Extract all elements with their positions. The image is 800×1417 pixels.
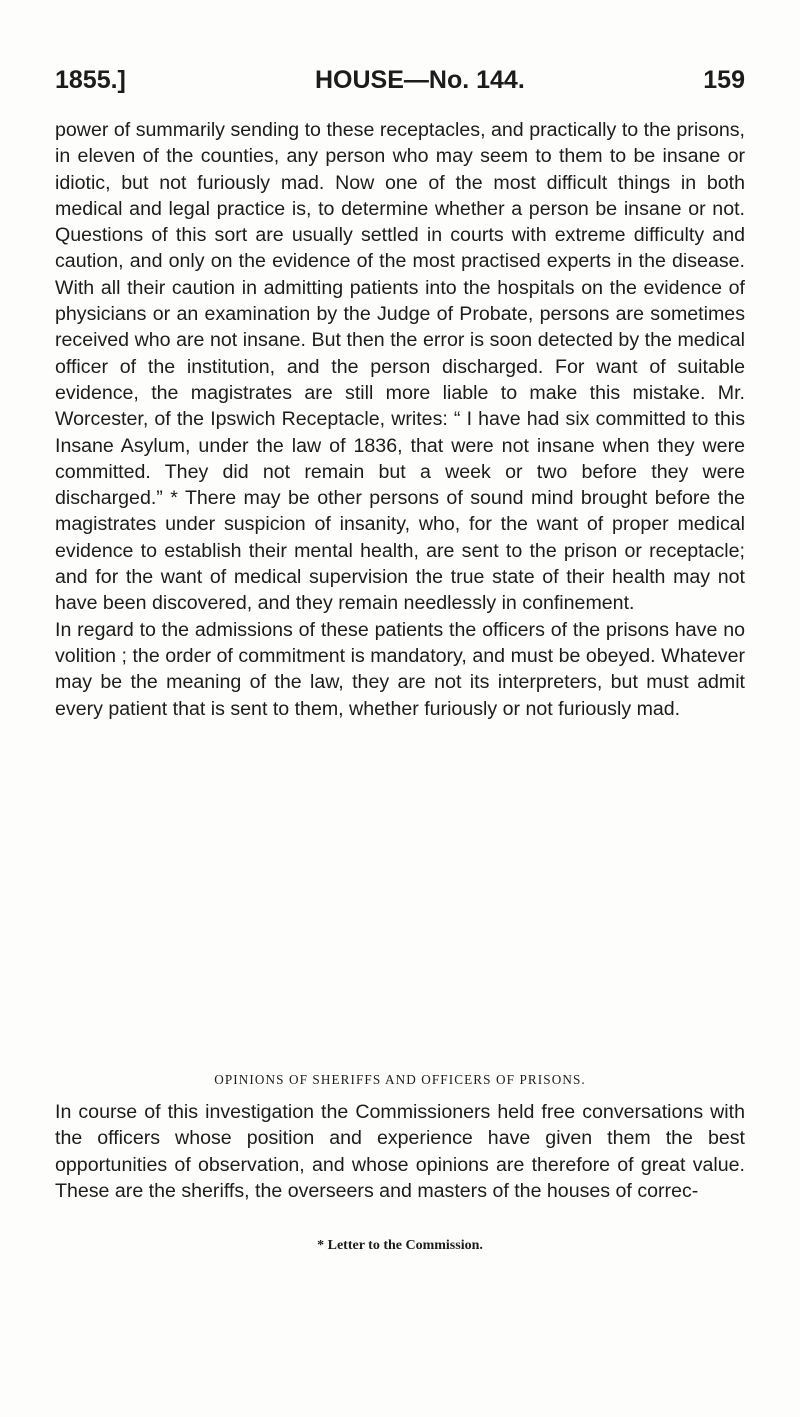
paragraph: In course of this investigation the Commissioners held free conversations with the officers whose position and experience have given them the best opportunities of observation, and whose opinions are therefore of great value. These are the sheriffs, the overseers and masters of the houses of correc- [55, 1101, 745, 1202]
footnote: * Letter to the Commission. [317, 1238, 483, 1253]
header-year: 1855.] [55, 66, 126, 94]
main-text [55, 117, 745, 722]
section-text [55, 1099, 745, 1204]
paragraph: In regard to the admissions of these patients the officers of the prisons have no volition ; the order of commitment is mandatory, and must be obeyed. Whatever may be the meaning of the law, they are not its interpreters, but must admit every patient that is sent to them, whether furiously or not furiously mad. [55, 618, 745, 720]
section-heading: OPINIONS OF SHERIFFS AND OFFICERS OF PRISONS. [214, 1072, 586, 1087]
header-title: HOUSE—No. 144. [315, 66, 525, 94]
paragraph: power of summarily sending to these receptacles, and practically to the prisons, in eleven of the counties, any person who may seem to them to be insane or idiotic, but not furiously mad. Now one of the most difficult things in both medical and legal practice is, to determine whether a person be insane or not. Questions of this sort are usually settled in courts with extreme difficulty and caution, and only on the evidence of the most practised experts in the disease. With all their caution in admitting patients into the hospitals on the evidence of physicians or an examination by the Judge of Probate, persons are sometimes received who are not insane. But then the error is soon detected by the medical officer of the institution, and the person discharged. For want of suitable evidence, the magistrates are still more liable to make this mistake. Mr. Worcester, of the Ipswich Receptacle, writes: “ I have had six committed to this Insane Asylum, under the law of 1836, that were not insane when they were committed. They did not remain but a week or two before they were discharged.” * There may be other persons of sound mind brought before the magistrates under suspicion of insanity, who, for the want of proper medical evidence to establish their mental health, are sent to the prison or receptacle; and for the want of medical supervision the true state of their health may not have been discovered, and they remain needlessly in confinement. [55, 119, 745, 615]
header-page-number: 159 [703, 66, 745, 94]
running-head [55, 66, 745, 106]
